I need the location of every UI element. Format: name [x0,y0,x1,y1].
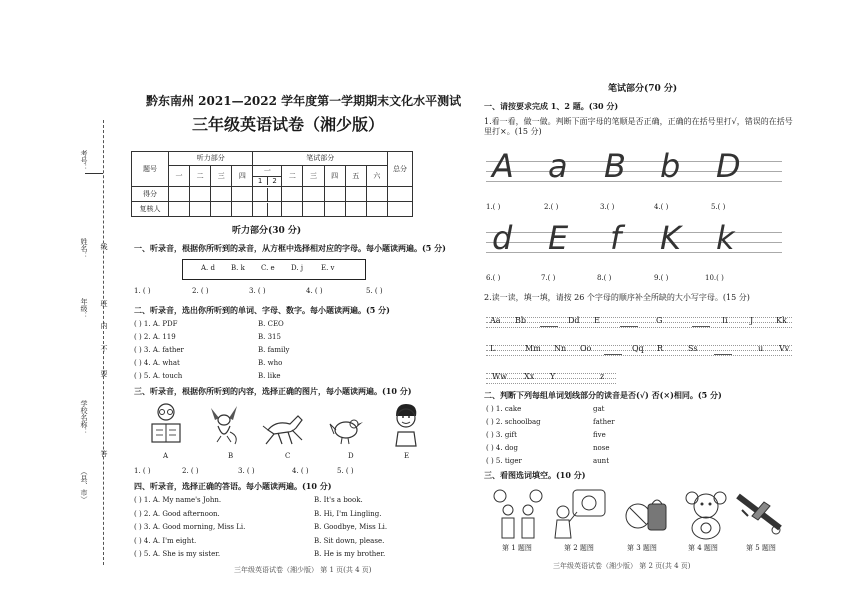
dragon-icon [205,402,243,448]
exam-title: 三年级英语试卷（湘少版） [192,115,385,134]
margin-blank-line [85,173,103,174]
r-part2-item-3-b: five [593,431,606,439]
score-subcol: 2 [272,177,277,186]
score-cell[interactable] [282,202,303,217]
l-q1-option: B. k [231,264,245,272]
l-q4-title: 四、听录音，选择正确的答语。每小题读两遍。(10 分) [134,481,332,491]
alpha-blank[interactable] [620,316,638,327]
score-col: 四 [324,165,345,186]
score-col: 五 [345,165,366,186]
r-q1-answer-2[interactable]: 2.( ) [544,203,559,211]
score-table-listen: 听力部分 [169,152,253,166]
alpha-cell: Mm [525,344,541,353]
stroke-letter-8: f [610,219,622,257]
l-q2-item-1-b: B. CEO [258,320,284,328]
score-cell[interactable] [253,187,282,202]
score-subcols [253,176,281,185]
right-page-footer: 三年级英语试卷（湘少版） 第 2 页(共 4 页) [553,562,691,570]
r-part2-item-5-a[interactable]: ( ) 5. tiger [486,457,522,465]
l-q3-answer-2[interactable]: 2. ( ) [182,467,199,475]
score-cell[interactable] [303,187,324,202]
r-part2-item-4-b: nose [593,444,610,452]
l-q4-item-1-b: B. It's a book. [314,496,363,504]
l-q2-item-1-a[interactable]: ( ) 1. A. PDF [134,320,178,328]
margin-label-county: （县、市） [80,468,88,503]
score-col: 二 [190,165,211,186]
pic-label-5: 第 5 题图 [746,544,776,552]
score-cell[interactable] [211,187,232,202]
l-q1-option: C. e [261,264,275,272]
alpha-cell: Oo [580,344,592,353]
score-cell[interactable] [169,202,190,217]
guide-line [486,252,782,253]
score-subcol: 1 [253,177,267,185]
score-table-total: 总分 [388,152,413,187]
written-section-title: 笔试部分(70 分) [608,84,678,94]
l-q4-item-3-b: B. Goodbye, Miss Li. [314,523,388,531]
alpha-guide [486,327,792,328]
r-part2-item-3-a[interactable]: ( ) 3. gift [486,431,517,439]
score-table-written: 笔试部分 [253,152,388,166]
margin-label-da: 答 [100,450,108,457]
score-cell[interactable] [190,187,211,202]
l-q2-item-4-a[interactable]: ( ) 4. A. what [134,359,180,367]
l-q1-option: D. j [291,264,303,272]
l-q3-title: 三、听录音，根据你所听到的内容，选择正确的图片，每小题读两遍。(10 分) [134,386,412,396]
binding-dashed-line [103,120,104,565]
l-q3-answer-4[interactable]: 4. ( ) [292,467,309,475]
score-cell[interactable] [282,187,303,202]
r-part1-title: 一、请按要求完成 1、2 题。(30 分) [484,101,619,111]
l-q2-title: 二、听录音，选出你所听到的单词、字母、数字。每小题读两遍。(5 分) [134,305,390,315]
r-part3-title: 三、看图选词填空。(10 分) [484,470,586,480]
r-part2-item-4-a[interactable]: ( ) 4. dog [486,444,518,452]
stroke-letter-3: B [604,147,626,185]
stroke-letter-2: a [548,147,568,185]
l-q1-answer-5[interactable]: 5. ( ) [366,287,383,295]
r-part2-item-1-b: gat [593,405,605,413]
l-q3-answer-5[interactable]: 5. ( ) [337,467,354,475]
r-q2-title: 2.读一读，填一填，请按 26 个字母的顺序补全所缺的大小写字母。(15 分) [484,293,750,302]
toy-plane-icon [734,488,784,538]
l-q2-item-2-b: B. 315 [258,333,281,341]
boy-icon [390,402,422,448]
score-cell[interactable] [366,187,387,202]
l-q2-item-3-b: B. family [258,346,290,354]
pic-label-1: 第 1 题图 [502,544,532,552]
r-q1-answer-7[interactable]: 7.( ) [541,274,556,282]
l-q1-title: 一、听录音，根据你所听到的录音，从方框中选择相对应的字母。每小题读两遍。(5 分) [134,243,446,253]
score-table-tihao: 题号 [132,152,169,187]
l-q1-letter-box [182,259,366,280]
bird-icon [328,410,364,446]
score-cell[interactable] [324,202,345,217]
r-q1-answer-1[interactable]: 1.( ) [486,203,501,211]
l-q3-label-b: B [228,452,234,460]
l-q2-item-5-a[interactable]: ( ) 5. A. touch [134,372,183,380]
l-q3-label-d: D [348,452,354,460]
alpha-blank[interactable] [540,316,558,327]
margin-label-school: 学校名称： [80,400,88,435]
exam-header: 黔东南州 2021—2022 学年度第一学期期末文化水平测试 [146,94,462,108]
l-q2-item-2-a[interactable]: ( ) 2. A. 119 [134,333,176,341]
r-part2-item-1-a[interactable]: ( ) 1. cake [486,405,522,413]
l-q3-label-e: E [404,452,410,460]
stroke-letter-5: D [716,147,741,185]
margin-label-nei: 内 [100,322,108,329]
l-q2-item-5-b: B. like [258,372,281,380]
score-cell[interactable] [253,202,282,217]
alpha-cell[interactable]: u [758,344,764,353]
l-q3-answer-3[interactable]: 3. ( ) [238,467,255,475]
stroke-letter-9: K [660,219,681,257]
l-q1-answer-4[interactable]: 4. ( ) [306,287,323,295]
alpha-cell: Nn [554,344,567,353]
score-col: 四 [232,165,253,186]
l-q3-label-c: C [285,452,291,460]
alpha-cell: Vv [779,344,790,353]
score-row-fuhe: 复核人 [132,202,169,217]
margin-label-yao: 要 [100,370,108,377]
margin-label-name: 姓名： [80,238,88,259]
l-q4-item-1-a[interactable]: ( ) 1. A. My name's John. [134,496,222,504]
score-col: 二 [282,165,303,186]
pic-label-2: 第 2 题图 [564,544,594,552]
score-col: 一 [263,167,271,176]
l-q1-option: A. d [201,264,215,272]
l-q1-option: E. v [321,264,335,272]
stroke-letter-6: d [492,219,513,257]
score-col: 三 [303,165,324,186]
stroke-letter-1: A [492,147,514,185]
alpha-cell[interactable]: G [656,316,663,325]
score-cell[interactable] [345,202,366,217]
alpha-guide [486,383,616,384]
l-q1-answer-3[interactable]: 3. ( ) [249,287,266,295]
alpha-cell: Dd [568,316,580,325]
l-q2-item-3-a[interactable]: ( ) 3. A. father [134,346,184,354]
l-q4-item-2-a[interactable]: ( ) 2. A. Good afternoon. [134,510,220,518]
alpha-cell[interactable]: J [750,316,754,325]
score-cell[interactable] [232,202,253,217]
score-cell[interactable] [366,202,387,217]
alpha-guide [486,322,792,323]
horse-icon [262,410,308,448]
reading-grandpa-icon [146,402,186,448]
score-cell[interactable] [303,202,324,217]
r-part2-item-5-b: aunt [593,457,610,465]
guide-line [486,232,782,233]
alpha-cell: Qq [632,344,644,353]
r-q1-answer-9[interactable]: 9.( ) [654,274,669,282]
score-table [131,151,413,217]
l-q4-item-5-a[interactable]: ( ) 5. A. She is my sister. [134,550,221,558]
l-q1-answer-1[interactable]: 1. ( ) [134,287,151,295]
r-part2-item-2-a[interactable]: ( ) 2. schoolbag [486,418,541,426]
alpha-cell[interactable]: R [657,344,664,353]
alpha-cell[interactable]: E [594,316,600,325]
margin-label-grade: 年级： [80,298,88,319]
pic-label-4: 第 4 题图 [688,544,718,552]
alpha-blank[interactable] [714,344,732,355]
score-cell[interactable] [169,187,190,202]
l-q3-label-a: A [163,452,169,460]
stroke-letter-7: E [548,219,569,257]
l-q4-item-4-b: B. Sit down, please. [314,537,385,545]
r-q1-answer-5[interactable]: 5.( ) [711,203,726,211]
r-part2-item-2-b: father [593,418,615,426]
pic-label-3: 第 3 题图 [627,544,657,552]
r-part2-title: 二、判断下列每组单词划线部分的读音是否(√) 否(×)相同。(5 分) [484,390,722,400]
r-q1-answer-3[interactable]: 3.( ) [600,203,615,211]
r-q1-answer-4[interactable]: 4.( ) [654,203,669,211]
score-cell[interactable] [345,187,366,202]
listening-section-title: 听力部分(30 分) [232,226,302,236]
l-q4-item-2-b: B. Hi, I'm Lingling. [314,510,382,518]
l-q3-answer-1[interactable]: 1. ( ) [134,467,151,475]
l-q4-item-3-a[interactable]: ( ) 3. A. Good morning, Miss Li. [134,523,246,531]
score-col: 六 [366,165,387,186]
score-col: 一 [169,165,190,186]
alpha-cell[interactable]: z [600,372,605,381]
alpha-cell[interactable]: L [490,344,496,353]
margin-label-bu: 不 [100,345,108,352]
score-cell[interactable] [388,202,413,217]
alpha-cell: Ii [722,316,728,325]
score-cell[interactable] [190,202,211,217]
l-q2-item-4-b: B. who [258,359,283,367]
score-cell[interactable] [388,187,413,202]
alpha-blank[interactable] [604,344,622,355]
r-q1-answer-8[interactable]: 8.( ) [597,274,612,282]
score-col: 三 [211,165,232,186]
l-q4-item-4-a[interactable]: ( ) 4. A. I'm eight. [134,537,197,545]
alpha-cell: Aa [490,316,501,325]
r-q1-answer-6[interactable]: 6.( ) [486,274,501,282]
guide-line [486,242,782,243]
score-col-written-1 [253,165,282,186]
alpha-guide [486,355,792,356]
margin-label-kaohao: 考号： [80,150,88,171]
score-cell[interactable] [324,187,345,202]
score-cell[interactable] [232,187,253,202]
l-q4-item-5-b: B. He is my brother. [314,550,386,558]
alpha-cell: Ww [492,372,508,381]
r-q1-answer-10[interactable]: 10.( ) [705,274,724,282]
schoolbag-icon [624,492,670,538]
stroke-letter-4: b [660,147,681,185]
alpha-cell: Ss [688,344,698,353]
l-q1-answer-2[interactable]: 2. ( ) [192,287,209,295]
score-row-defen: 得分 [132,187,169,202]
r-q1-title: 1.看一看，做一做。判断下面字母的笔顺是否正确，正确的在括号里打√，错误的在括号里打×。(15 分) [484,117,793,136]
pointing-at-picture-icon [553,488,613,540]
alpha-guide [486,317,792,318]
alpha-cell: Bb [515,316,526,325]
counting-children-icon [492,488,544,540]
teddy-bear-icon [682,488,730,540]
score-cell[interactable] [211,202,232,217]
alpha-cell[interactable]: Y [550,372,556,381]
margin-label-xian: 线 [100,243,108,250]
alpha-cell: Kk [776,316,787,325]
left-page-footer: 三年级英语试卷（湘少版） 第 1 页(共 4 页) [234,566,372,574]
alpha-cell: Xx [524,372,535,381]
margin-label-ban: 班 [100,300,108,307]
stroke-letter-10: k [716,219,735,257]
alpha-blank[interactable] [692,316,710,327]
